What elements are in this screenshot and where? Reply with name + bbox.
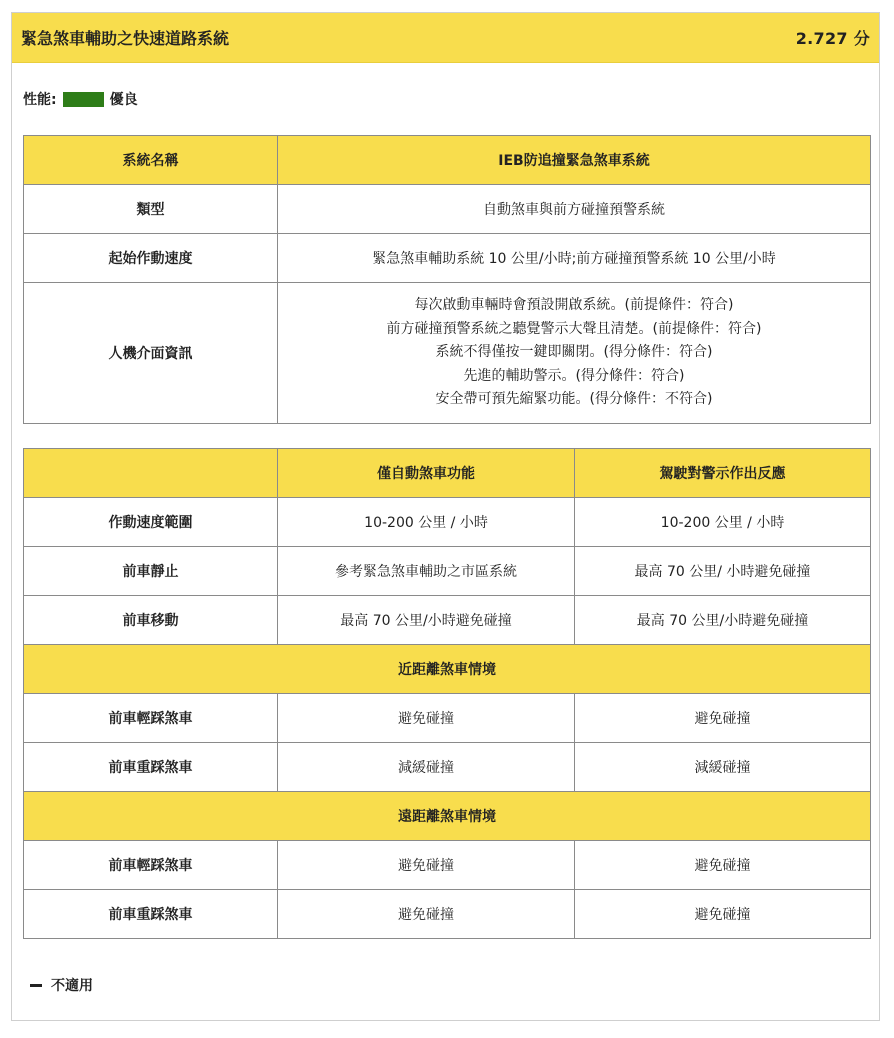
cell-value: 減緩碰撞	[278, 743, 575, 792]
row-label: 前車重踩煞車	[24, 890, 278, 939]
hmi-line: 先進的輔助警示。(得分條件：符合)	[463, 367, 685, 384]
table-row	[24, 234, 871, 283]
far-section-title: 遠距離煞車情境	[24, 792, 871, 841]
cell-value: 最高 70 公里/小時避免碰撞	[575, 596, 871, 645]
panel-title: 緊急煞車輔助之快速道路系統	[21, 29, 230, 48]
cell-value: 避免碰撞	[575, 694, 871, 743]
table-row	[24, 841, 871, 890]
cell-value: 避免碰撞	[278, 694, 575, 743]
system-name-value: IEB防追撞緊急煞車系統	[278, 136, 871, 185]
header-empty	[24, 449, 278, 498]
row-label: 作動速度範圍	[24, 498, 278, 547]
table-row	[24, 547, 871, 596]
table-row	[24, 596, 871, 645]
hmi-line: 前方碰撞預警系統之聽覺警示大聲且清楚。(前提條件：符合)	[386, 320, 762, 337]
cell-value: 避免碰撞	[278, 841, 575, 890]
cell-value: 避免碰撞	[575, 841, 871, 890]
table-header-row	[24, 449, 871, 498]
table-row	[24, 890, 871, 939]
row-label: 前車輕踩煞車	[24, 694, 278, 743]
near-section-title: 近距離煞車情境	[24, 645, 871, 694]
cell-value: 最高 70 公里/ 小時避免碰撞	[575, 547, 871, 596]
header-driver-reaction: 駕駛對警示作出反應	[575, 449, 871, 498]
score: 2.727 分	[795, 29, 870, 48]
section-header-row	[24, 645, 871, 694]
cell-value: 10-200 公里 / 小時	[278, 498, 575, 547]
table-row	[24, 743, 871, 792]
legend	[30, 975, 93, 995]
hmi-label: 人機介面資訊	[24, 283, 278, 424]
cell-value: 參考緊急煞車輔助之市區系統	[278, 547, 575, 596]
cell-value: 避免碰撞	[575, 890, 871, 939]
table-row	[24, 694, 871, 743]
hmi-line: 系統不得僅按一鍵即關閉。(得分條件：符合)	[435, 344, 713, 361]
performance-value: 優良	[109, 92, 138, 108]
legend-label: 不適用	[51, 978, 93, 994]
section-header-row	[24, 792, 871, 841]
table-row	[24, 498, 871, 547]
result-panel	[11, 12, 880, 1021]
performance-label: 性能:	[23, 92, 57, 108]
test-results-table	[23, 448, 871, 939]
performance-row	[23, 89, 138, 109]
performance-color-swatch	[63, 92, 104, 107]
start-speed-value: 緊急煞車輔助系統 10 公里/小時;前方碰撞預警系統 10 公里/小時	[278, 234, 871, 283]
table-row	[24, 185, 871, 234]
cell-value: 避免碰撞	[278, 890, 575, 939]
row-label: 前車移動	[24, 596, 278, 645]
header-aeb-only: 僅自動煞車功能	[278, 449, 575, 498]
cell-value: 最高 70 公里/小時避免碰撞	[278, 596, 575, 645]
type-label: 類型	[24, 185, 278, 234]
system-name-label: 系統名稱	[24, 136, 278, 185]
dash-icon	[30, 984, 42, 987]
table-row	[24, 283, 871, 424]
hmi-line: 每次啟動車輛時會預設開啟系統。(前提條件：符合)	[414, 297, 734, 314]
cell-value: 減緩碰撞	[575, 743, 871, 792]
system-info-table	[23, 135, 871, 424]
hmi-line: 安全帶可預先縮緊功能。(得分條件：不符合)	[435, 391, 713, 408]
row-label: 前車輕踩煞車	[24, 841, 278, 890]
type-value: 自動煞車與前方碰撞預警系統	[278, 185, 871, 234]
panel-header	[12, 13, 879, 63]
start-speed-label: 起始作動速度	[24, 234, 278, 283]
row-label: 前車靜止	[24, 547, 278, 596]
table-row	[24, 136, 871, 185]
row-label: 前車重踩煞車	[24, 743, 278, 792]
cell-value: 10-200 公里 / 小時	[575, 498, 871, 547]
hmi-value	[278, 283, 871, 424]
